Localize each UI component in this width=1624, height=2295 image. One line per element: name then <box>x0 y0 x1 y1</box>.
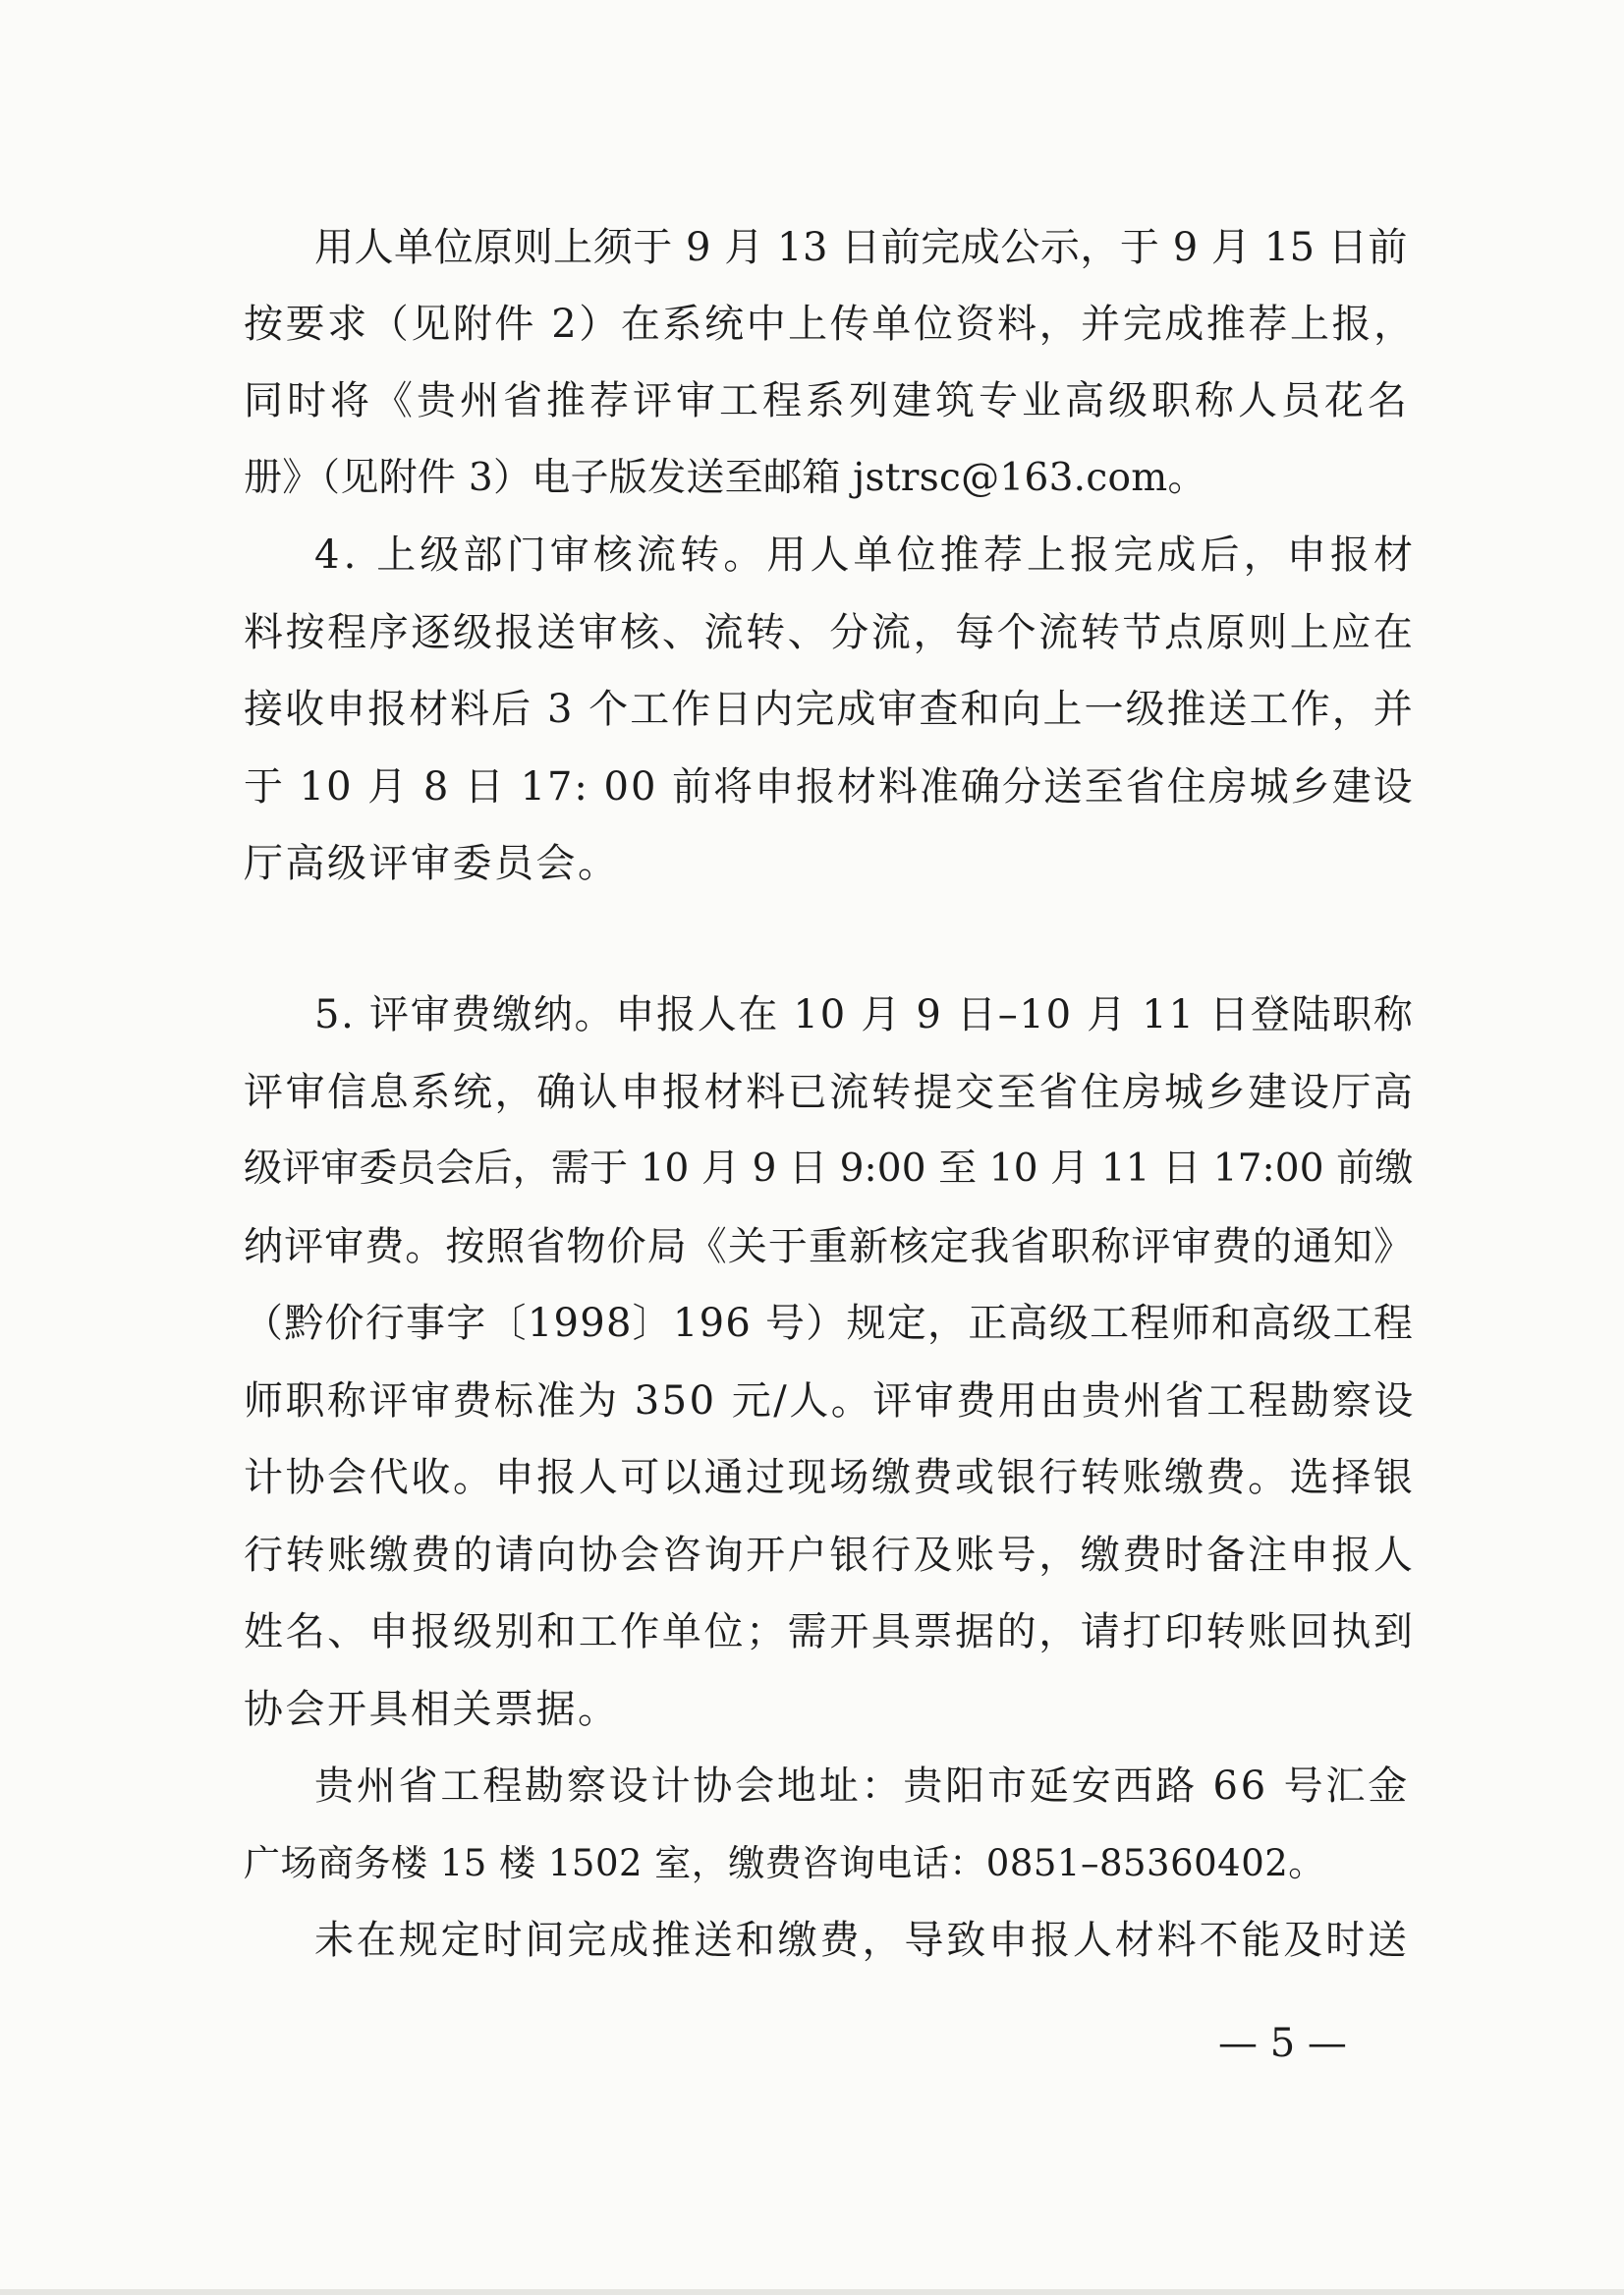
paragraph-line: 4. 上级部门审核流转。用人单位推荐上报完成后，申报材 <box>314 532 1418 578</box>
paragraph-line: 厅高级评审委员会。 <box>244 841 620 886</box>
paragraph-line: （黔价行事字〔1998〕196 号）规定，正高级工程师和高级工程 <box>244 1301 1415 1346</box>
page-number: — 5 — <box>1218 2021 1347 2066</box>
paragraph-line: 评审信息系统，确认申报材料已流转提交至省住房城乡建设厅高 <box>244 1070 1416 1115</box>
paragraph-line: 广场商务楼 15 楼 1502 室，缴费咨询电话：0851–85360402。 <box>244 1842 1325 1884</box>
paragraph-line: 师职称评审费标准为 350 元/人。评审费用由贵州省工程勘察设 <box>244 1378 1416 1424</box>
paragraph-line: 于 10 月 8 日 17: 00 前将申报材料准确分送至省住房城乡建设 <box>244 764 1415 810</box>
paragraph-line: 计协会代收。申报人可以通过现场缴费或银行转账缴费。选择银 <box>244 1455 1416 1500</box>
paragraph-line: 姓名、申报级别和工作单位；需开具票据的，请打印转账回执到 <box>244 1609 1416 1654</box>
paragraph-line: 接收申报材料后 3 个工作日内完成审查和向上一级推送工作，并 <box>244 687 1415 732</box>
paragraph-line: 纳评审费。按照省物价局《关于重新核定我省职称评审费的通知》 <box>244 1224 1415 1269</box>
paragraph-line: 级评审委员会后，需于 10 月 9 日 9:00 至 10 月 11 日 17:00 前缴 <box>244 1147 1414 1191</box>
paragraph-line: 协会开具相关票据。 <box>244 1687 620 1732</box>
paragraph-line: 同时将《贵州省推荐评审工程系列建筑专业高级职称人员花名 <box>244 378 1411 423</box>
paragraph-line: 用人单位原则上须于 9 月 13 日前完成公示，于 9 月 15 日前 <box>314 225 1408 270</box>
paragraph-line: 行转账缴费的请向协会咨询开户银行及账号，缴费时备注申报人 <box>244 1533 1416 1578</box>
paragraph-line: 贵州省工程勘察设计协会地址：贵阳市延安西路 66 号汇金 <box>314 1763 1411 1809</box>
scan-edge <box>0 2289 1624 2295</box>
paragraph-line: 册》（见附件 3）电子版发送至邮箱 jstrsc@163.com。 <box>244 456 1206 500</box>
paragraph-line: 料按程序逐级报送审核、流转、分流，每个流转节点原则上应在 <box>244 610 1416 655</box>
paragraph-line: 未在规定时间完成推送和缴费，导致申报人材料不能及时送 <box>314 1918 1410 1963</box>
paragraph-line: 按要求（见附件 2）在系统中上传单位资料，并完成推荐上报， <box>244 302 1416 347</box>
paragraph-line: 5. 评审费缴纳。申报人在 10 月 9 日–10 月 11 日登陆职称 <box>314 992 1415 1037</box>
